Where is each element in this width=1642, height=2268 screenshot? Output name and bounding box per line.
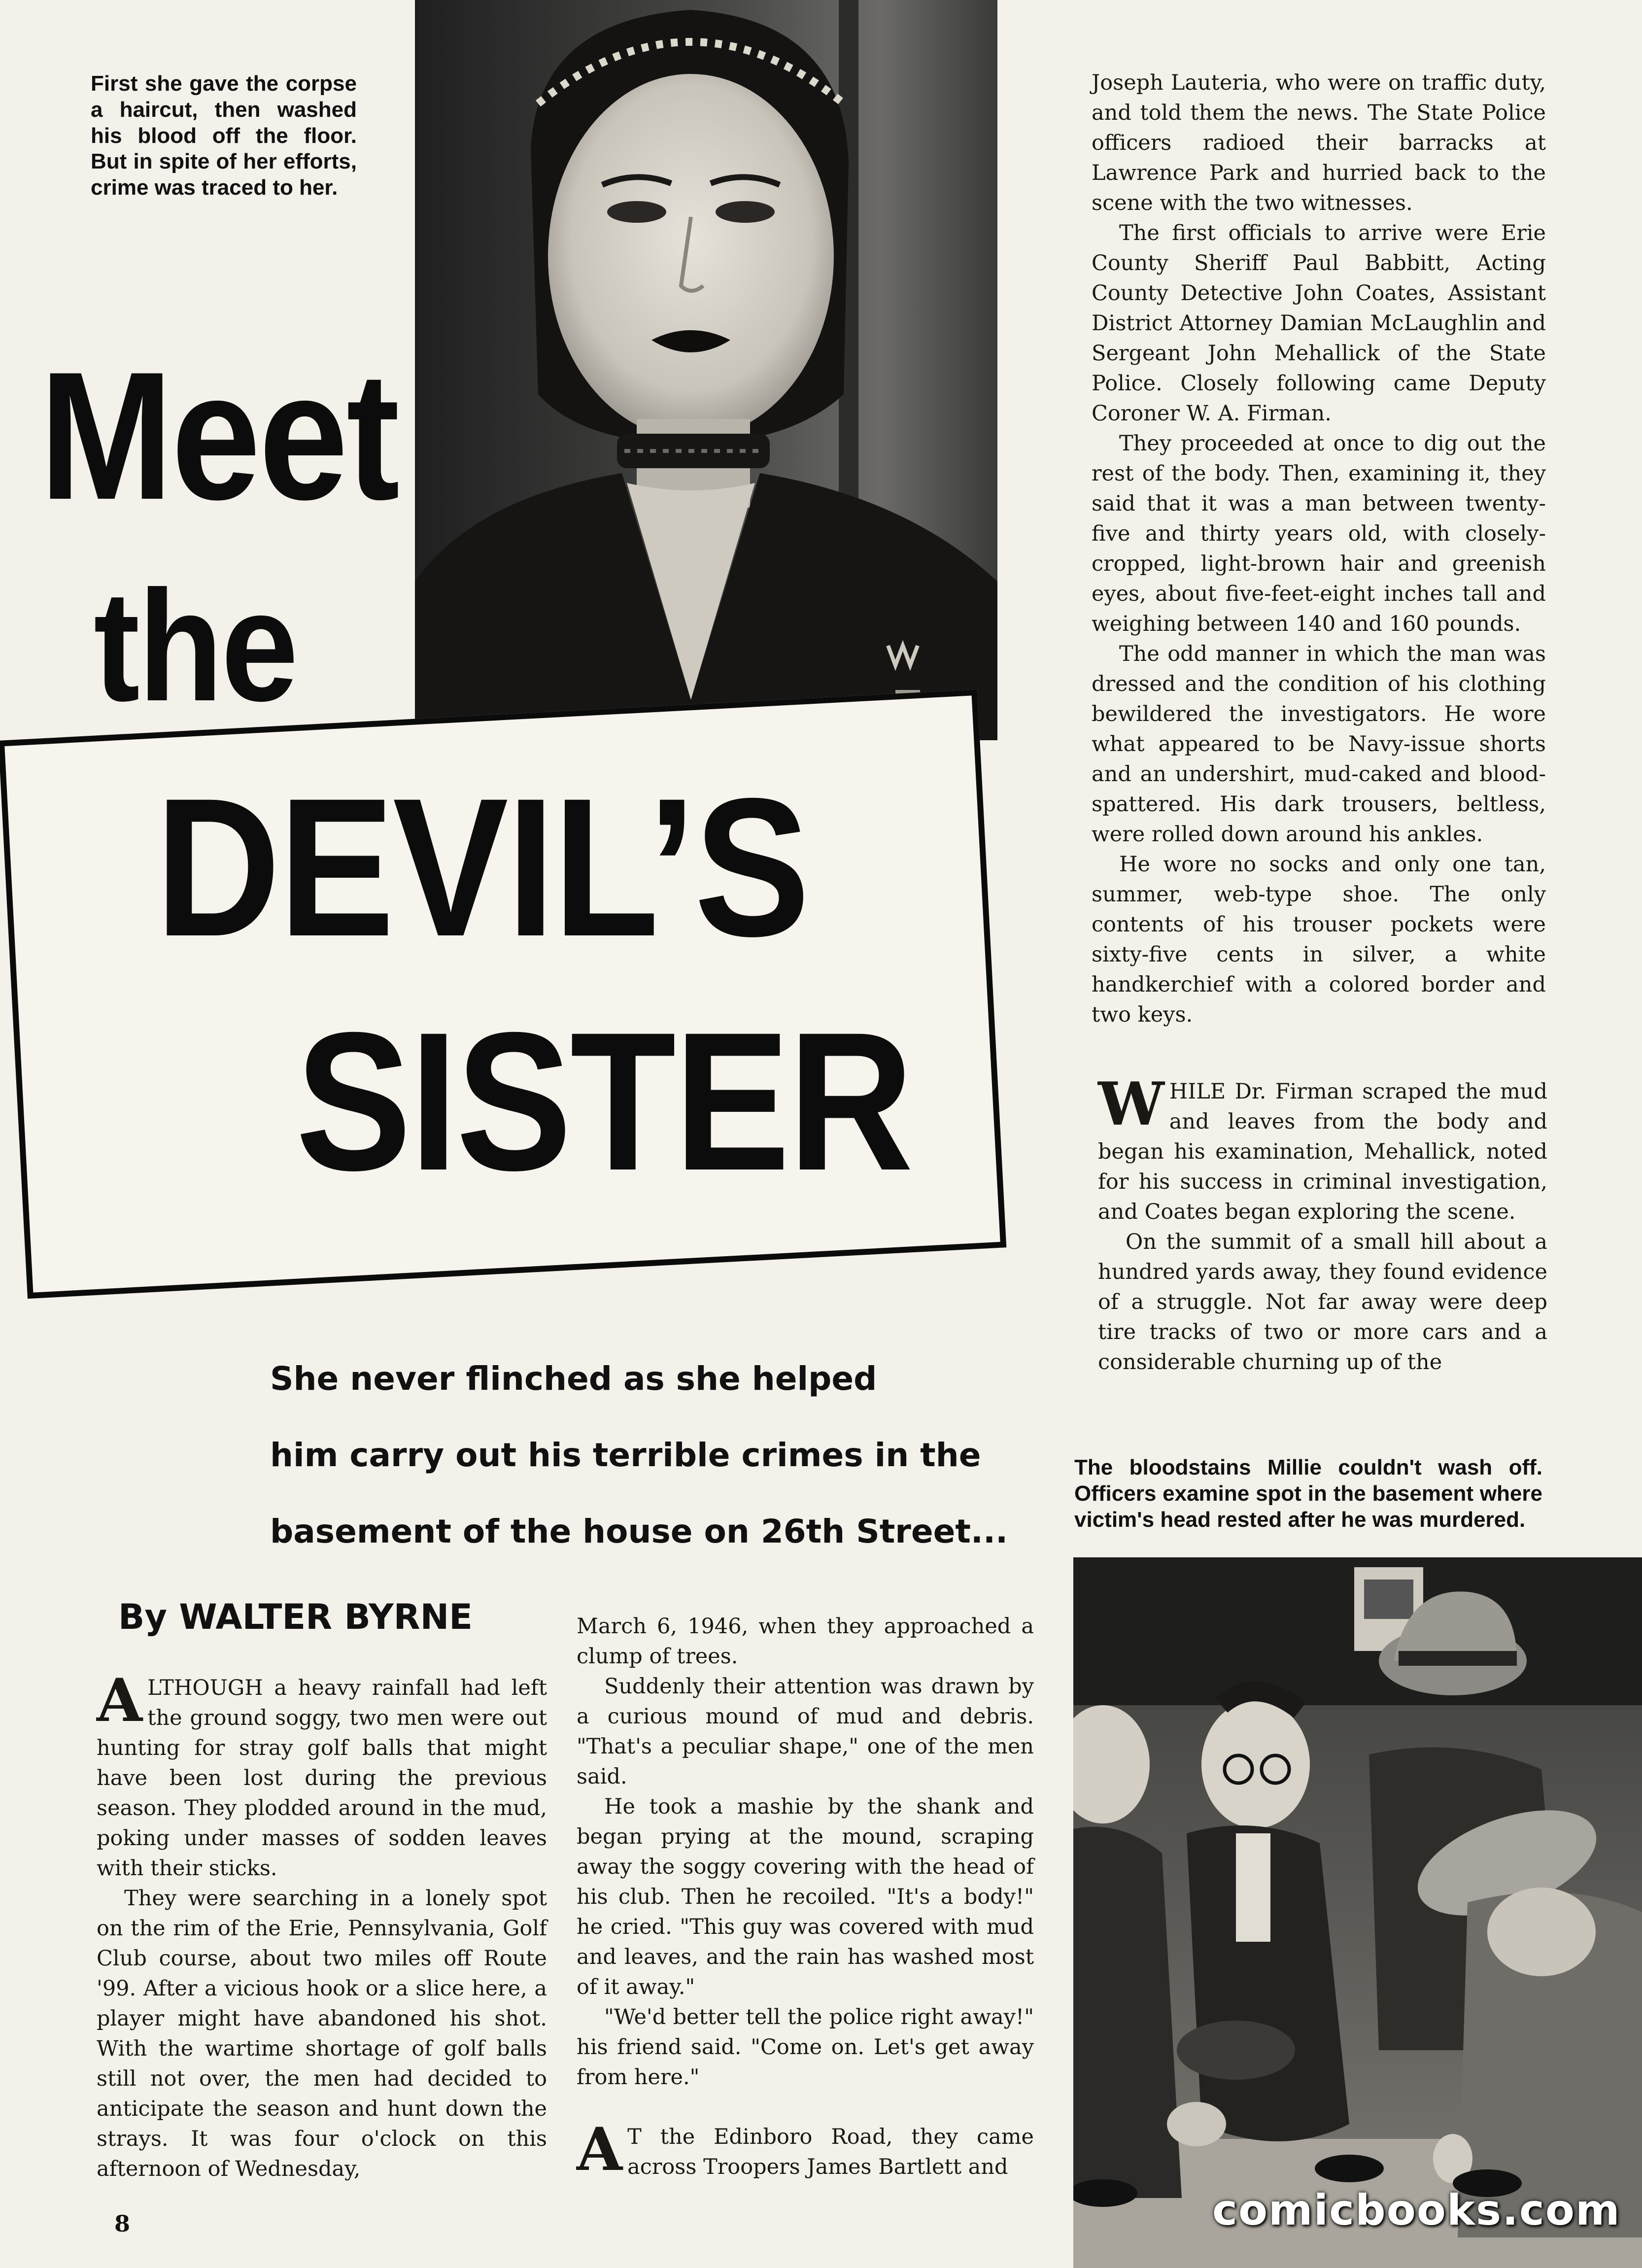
article-column-2 [577, 1612, 1034, 2182]
drop-cap: A [577, 2115, 623, 2184]
drop-cap: W [1098, 1069, 1164, 1139]
basement-illustration [1073, 1557, 1642, 2268]
paragraph: Suddenly their attention was drawn by a curious mound of mud and debris. "That's a peculiar shape," one of the men said. [577, 1674, 1034, 1789]
deck-line: him carry out his terrible crimes in the [270, 1436, 981, 1474]
deck-line: She never flinched as she helped [270, 1360, 877, 1398]
paragraph: He wore no socks and only one tan, summer, web-type shoe. The only contents of his trouser pockets were sixty-five cents in silver, a white handkerchief with a colored border and two keys. [1092, 852, 1546, 1027]
article-column-1 [97, 1666, 547, 2184]
paragraph: They were searching in a lonely spot on the rim of the Erie, Pennsylvania, Golf Club course, about two miles off Route '99. After a vicious hook or a slice here, a player might have abandoned his shot. With the wartime shortage of golf balls still not over, the men had decided to anticipate the season and hunt down the strays. It was four o'clock on this afternoon of Wednesday, [97, 1886, 547, 2181]
paragraph: "We'd better tell the police right away!" his friend said. "Come on. Let's get away from here." [577, 2005, 1034, 2090]
photo-caption-bottom: The bloodstains Millie couldn't wash off. Officers examine spot in the basement where victim's head rested after he was murdered. [1074, 1455, 1542, 1532]
paragraph: ALTHOUGH a heavy rainfall had left the ground soggy, two men were out hunting for stray golf balls that might have been lost during the previous season. They plodded around in the mud, poking under masses of sodden leaves with their sticks. [97, 1666, 547, 1881]
deck-line: basement of the house on 26th Street... [270, 1512, 1008, 1550]
paragraph: Joseph Lauteria, who were on traffic duty, and told them the news. The State Police officers radioed their barracks at Lawrence Park and hurried back to the scene with the two witnesses. [1092, 70, 1546, 215]
headline-meet: Meet [39, 334, 398, 538]
portrait-illustration [415, 0, 997, 740]
paragraph: The odd manner in which the man was dressed and the condition of his clothing bewildered the investigators. He wore what appeared to be Navy-issue shorts and an undershirt, mud-caked and blood-spattered. His dark trousers, beltless, were rolled down around his ankles. [1092, 642, 1546, 847]
watermark-logo: comicbooks.com [1212, 2186, 1621, 2235]
paragraph: March 6, 1946, when they approached a clump of trees. [577, 1614, 1034, 1669]
paragraph: On the summit of a small hill about a hundred yards away, they found evidence of a struggle. Not far away were deep tire tracks of two or more cars and a considerable churning up of the [1098, 1230, 1547, 1375]
headline-the: the [94, 557, 297, 734]
byline: By WALTER BYRNE [118, 1597, 473, 1637]
photo-caption-top: First she gave the corpse a haircut, then washed his blood off the floor. But in spite of her efforts, crime was traced to her. [91, 71, 357, 200]
drop-cap: A [97, 1666, 143, 1735]
paragraph: A T the Edinboro Road, they came across Troopers James Bartlett and [577, 2115, 1034, 2184]
headline-devils: DEVIL’S [155, 757, 809, 977]
paragraph: WHILE Dr. Firman scraped the mud and leaves from the body and began his examination, Mehallick, noted for his success in criminal investigation, and Coates began exploring the scene. [1098, 1069, 1547, 1224]
paragraph: They proceeded at once to dig out the rest of the body. Then, examining it, they said that it was a man between twenty-five and thirty years old, with closely-cropped, light-brown hair and greenish eyes, about five-feet-eight inches tall and weighing between 140 and 160 pounds. [1092, 431, 1546, 636]
deck-text [270, 1340, 1019, 1570]
basement-photo [1073, 1557, 1642, 2268]
page-number: 8 [114, 2210, 131, 2237]
article-column-3-continued [1098, 1069, 1547, 1377]
paragraph: The first officials to arrive were Erie County Sheriff Paul Babbitt, Acting County Detective John Coates, Assistant District Attorney Damian McLaughlin and Sergeant John Mehallick of the State Police. Closely following came Deputy Coroner W. A. Firman. [1092, 221, 1546, 426]
article-column-3 [1092, 68, 1546, 1030]
headline-sister: SISTER [296, 991, 912, 1211]
portrait-photo [415, 0, 997, 740]
paragraph: He took a mashie by the shank and began prying at the mound, scraping away the soggy covering with the head of his club. Then he recoiled. "It's a body!" he cried. "This guy was covered with mud and leaves, and the rain has washed most of it away." [577, 1794, 1034, 1999]
